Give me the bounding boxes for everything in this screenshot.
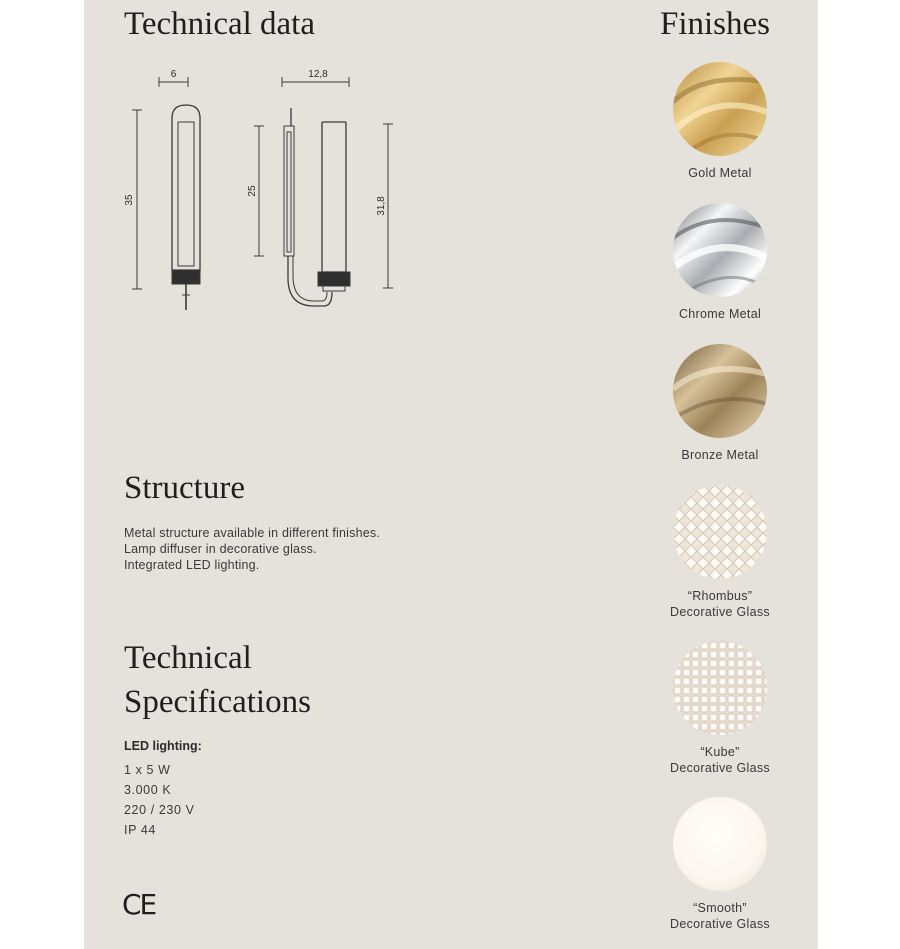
height-plate-label: 25: [247, 185, 258, 197]
finishes-heading: Finishes: [659, 6, 771, 42]
finish-kube-glass[interactable]: [655, 641, 785, 776]
finish-name: “Rhombus”: [687, 589, 753, 603]
finish-type: Decorative Glass: [670, 917, 770, 931]
front-view-lamp: [172, 105, 200, 310]
structure-heading: Structure: [124, 470, 245, 506]
width-front-label: 6: [170, 69, 177, 80]
technical-data-heading: Technical data: [124, 6, 315, 42]
finish-label: [655, 744, 785, 776]
height-side-dimension: [376, 124, 393, 288]
ce-mark-icon: CE: [122, 888, 156, 921]
side-view-lamp: [284, 108, 350, 306]
spec-list: [124, 760, 195, 840]
gold-metal-swatch-icon: [673, 62, 767, 156]
smooth-glass-swatch-icon: [673, 797, 767, 891]
finish-type: Decorative Glass: [670, 605, 770, 619]
height-front-dimension: [124, 110, 142, 289]
specs-heading-line2: Specifications: [124, 684, 311, 720]
finish-name: Gold Metal: [688, 166, 752, 180]
finish-name: “Smooth”: [693, 901, 747, 915]
width-side-label: 12,8: [308, 69, 328, 80]
finish-label: [655, 900, 785, 932]
technical-drawing: [110, 60, 410, 320]
finish-gold-metal[interactable]: [655, 62, 785, 181]
spec-item: 220 / 230 V: [124, 803, 195, 817]
finish-smooth-glass[interactable]: [655, 797, 785, 932]
rhombus-glass-swatch-icon: [673, 485, 767, 579]
finish-name: Chrome Metal: [678, 307, 762, 321]
finish-bronze-metal[interactable]: [655, 344, 785, 463]
finish-label: [655, 165, 785, 181]
spec-item: IP 44: [124, 823, 156, 837]
kube-glass-swatch-icon: [673, 641, 767, 735]
spec-item: 3.000 K: [124, 783, 172, 797]
finish-type: Decorative Glass: [670, 761, 770, 775]
chrome-metal-swatch-icon: [673, 203, 767, 297]
structure-line: Integrated LED lighting.: [124, 558, 260, 572]
finish-chrome-metal[interactable]: [655, 203, 785, 322]
width-front-dimension: [159, 69, 188, 87]
spec-item: 1 x 5 W: [124, 763, 171, 777]
finish-name: “Kube”: [700, 745, 740, 759]
specs-heading-line1: Technical: [124, 640, 252, 676]
finish-label: [655, 447, 785, 463]
finish-label: [655, 306, 785, 322]
finish-name: Bronze Metal: [681, 448, 759, 462]
height-plate-dimension: [247, 126, 264, 256]
finish-rhombus-glass[interactable]: [655, 485, 785, 620]
height-side-label: 31,8: [376, 196, 387, 216]
width-side-dimension: [282, 69, 349, 87]
finish-label: [655, 588, 785, 620]
height-front-label: 35: [124, 194, 135, 206]
led-lighting-label: LED lighting:: [124, 739, 202, 753]
structure-description: [124, 525, 380, 573]
structure-line: Lamp diffuser in decorative glass.: [124, 542, 317, 556]
structure-line: Metal structure available in different finishes.: [124, 526, 381, 540]
technical-specifications-heading: [124, 636, 311, 724]
bronze-metal-swatch-icon: [673, 344, 767, 438]
